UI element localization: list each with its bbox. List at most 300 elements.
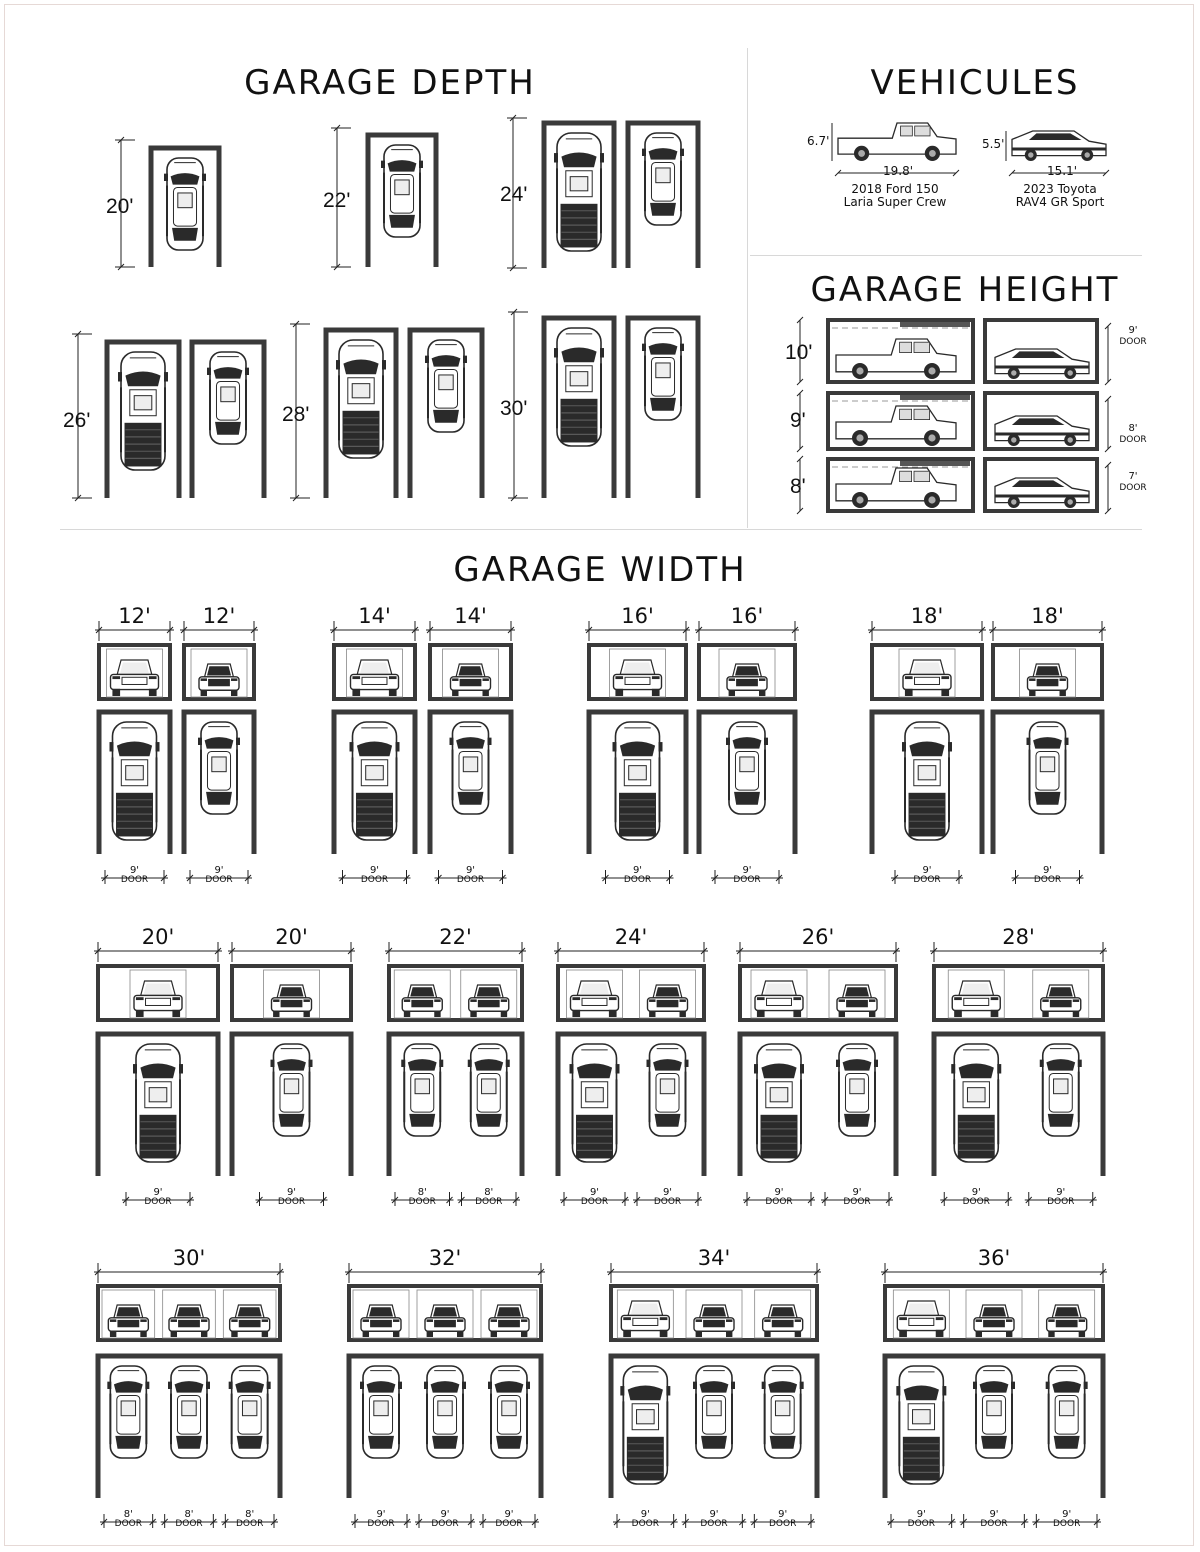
tire — [1073, 1011, 1079, 1017]
headlight — [149, 676, 157, 679]
headlight — [110, 1319, 116, 1322]
door-word: DOOR — [653, 1197, 682, 1207]
tire — [764, 1331, 770, 1337]
rim — [1068, 370, 1073, 375]
truck-top-view — [133, 1044, 183, 1162]
tire — [231, 690, 237, 696]
mirror — [554, 348, 558, 357]
headlight — [905, 676, 913, 679]
tire — [201, 690, 207, 696]
tire — [201, 1331, 207, 1337]
windshield — [495, 1381, 524, 1393]
headlight — [352, 676, 360, 679]
depth-label: 30' — [500, 397, 528, 420]
sunroof — [740, 757, 754, 772]
sunroof — [913, 1410, 931, 1424]
rim — [928, 496, 935, 503]
mirror — [133, 1064, 137, 1073]
mirror — [398, 1382, 402, 1389]
headlight — [389, 676, 397, 679]
windshield — [116, 1307, 140, 1316]
mirror — [463, 356, 467, 363]
mirror — [942, 1386, 946, 1395]
windshield — [1033, 737, 1062, 748]
mirror — [973, 1382, 977, 1389]
rear-window — [237, 1436, 263, 1449]
door-width-value: 9' — [129, 865, 140, 876]
windshield — [140, 1063, 175, 1078]
tire — [1042, 1011, 1048, 1017]
windshield — [628, 1385, 663, 1400]
mirror — [613, 742, 617, 751]
headlight — [759, 678, 765, 681]
door-width-value: 9' — [709, 1509, 719, 1520]
trim — [995, 366, 1089, 369]
sunroof — [221, 387, 235, 402]
mirror — [951, 1064, 955, 1073]
suv-front-view — [974, 1305, 1014, 1337]
rear-window — [458, 792, 484, 805]
windshield — [761, 1063, 796, 1078]
rear-window — [650, 398, 676, 411]
sunroof — [850, 1079, 864, 1094]
headlight — [954, 997, 962, 1000]
truck-bed — [903, 1437, 940, 1481]
mirror — [419, 161, 423, 168]
mirror — [425, 356, 429, 363]
truck-top-view — [350, 722, 400, 840]
headlight — [793, 997, 801, 1000]
grille — [460, 679, 481, 685]
headlight — [452, 678, 458, 681]
grille — [412, 1000, 433, 1006]
tire — [1048, 1331, 1054, 1337]
windshield — [765, 984, 794, 994]
door-width-value: 9' — [640, 1509, 650, 1520]
tire — [936, 1330, 944, 1337]
grille — [909, 1318, 934, 1325]
windshield — [408, 1059, 437, 1071]
width-label: 16' — [621, 604, 654, 628]
headlight — [936, 1317, 944, 1320]
mirror — [381, 161, 385, 168]
sunroof — [366, 766, 384, 780]
suv-top-view — [647, 1044, 689, 1136]
tire — [273, 1011, 279, 1017]
suv-length-dim: 15.1' — [1047, 164, 1078, 178]
rear-window — [409, 1114, 435, 1127]
truck-front-view — [903, 660, 951, 696]
truck-bed — [561, 204, 598, 248]
tire — [757, 1010, 765, 1017]
truck-side-view — [838, 123, 956, 161]
windshield — [980, 1381, 1009, 1393]
sunroof — [121, 1401, 135, 1416]
door-width-value: 9' — [376, 1509, 386, 1520]
door-word: DOOR — [768, 1519, 797, 1529]
sunroof — [987, 1401, 1001, 1416]
rear-window — [701, 1436, 727, 1449]
headlight — [136, 997, 144, 1000]
door-word: DOOR — [580, 1197, 609, 1207]
mirror — [468, 1060, 472, 1067]
rear-window — [215, 422, 241, 435]
suv-front-view — [837, 985, 877, 1017]
windshield — [580, 984, 609, 994]
door-width-value: 9' — [778, 1509, 788, 1520]
depth-label: 26' — [63, 409, 91, 432]
mirror — [754, 1064, 758, 1073]
mirror — [1078, 1060, 1082, 1067]
windshield — [843, 1059, 872, 1071]
grille — [1056, 1320, 1077, 1326]
truck-bed — [627, 1437, 664, 1481]
mirror — [164, 372, 168, 381]
door-word: DOOR — [114, 1519, 143, 1529]
windshield — [369, 1307, 393, 1316]
grille — [371, 1320, 392, 1326]
mirror — [620, 1386, 624, 1395]
truck-front-view — [897, 1301, 945, 1337]
door-width-value: 9' — [465, 865, 476, 876]
suv-top-view — [168, 1366, 210, 1458]
mirror — [245, 368, 249, 375]
window — [900, 409, 912, 419]
grille — [122, 677, 147, 684]
sunroof — [126, 766, 144, 780]
door-track — [900, 322, 970, 327]
windshield — [175, 1381, 204, 1393]
truck-bed — [125, 423, 162, 467]
width-label: 22' — [439, 925, 472, 949]
mirror — [118, 372, 122, 381]
suv-front-view — [425, 1305, 465, 1337]
mirror — [526, 1382, 530, 1389]
tire — [501, 1011, 507, 1017]
headlight — [623, 1317, 631, 1320]
windshield — [771, 1307, 795, 1316]
door-word: DOOR — [962, 1197, 990, 1207]
door-width-value: 9' — [504, 1509, 514, 1520]
headlight — [470, 999, 476, 1002]
tire — [839, 1011, 845, 1017]
mirror — [271, 1060, 275, 1067]
width-label: 36' — [977, 1246, 1011, 1270]
sunroof — [134, 396, 152, 410]
windshield — [982, 1307, 1006, 1316]
mirror — [800, 1382, 804, 1389]
mirror — [570, 1064, 574, 1073]
truck-top-view — [613, 722, 663, 840]
suv-top-view — [107, 1366, 149, 1458]
rim — [1028, 152, 1033, 157]
door-word: DOOR — [277, 1197, 306, 1207]
headlight — [434, 999, 440, 1002]
suv-front-view — [230, 1305, 270, 1337]
tire — [149, 689, 157, 696]
door-word: DOOR — [367, 1519, 395, 1529]
mirror — [800, 1064, 804, 1073]
mirror — [642, 344, 646, 351]
suv-top-view — [488, 1366, 530, 1458]
headlight — [172, 997, 180, 1000]
suv-height-dim: 5.5' — [982, 137, 1005, 151]
grille — [362, 677, 387, 684]
grille — [704, 1320, 725, 1326]
mirror — [382, 360, 386, 369]
mirror — [836, 1060, 840, 1067]
suv-top-view — [642, 328, 684, 420]
sunroof — [149, 1088, 167, 1102]
rear-window — [981, 1436, 1007, 1449]
height-label: 8' — [790, 475, 806, 498]
suv-top-view — [642, 133, 684, 225]
headlight — [1042, 999, 1048, 1002]
rear-window — [770, 1436, 796, 1449]
truck-bed — [561, 399, 598, 443]
rear-window — [433, 410, 459, 423]
truck-front-view — [621, 1301, 669, 1337]
mirror — [206, 1382, 210, 1389]
mirror — [1040, 1060, 1044, 1067]
headlight — [483, 678, 489, 681]
headlight — [171, 1319, 177, 1322]
door-word: DOOR — [913, 875, 941, 885]
headlight — [869, 999, 875, 1002]
width-label: 14' — [454, 604, 487, 628]
tire — [899, 1330, 907, 1337]
door-track — [900, 461, 970, 466]
sunroof — [656, 168, 670, 183]
headlight — [615, 676, 623, 679]
headlight — [201, 1319, 207, 1322]
door-height-value: 9' — [1128, 325, 1138, 336]
headlight — [1048, 1319, 1054, 1322]
tire — [110, 1331, 116, 1337]
width-label: 12' — [118, 604, 151, 628]
windshield — [431, 1381, 460, 1393]
suv-front-view — [648, 985, 688, 1017]
truck-bed — [761, 1115, 798, 1159]
headlight — [572, 997, 580, 1000]
tire — [171, 1331, 177, 1337]
tire — [793, 1010, 801, 1017]
headlight — [757, 997, 765, 1000]
windshield — [360, 663, 389, 673]
width-label: 28' — [1002, 925, 1035, 949]
tire — [680, 1011, 686, 1017]
tire — [726, 1331, 732, 1337]
tire — [1079, 1331, 1085, 1337]
door-width-value: 8' — [245, 1509, 255, 1520]
headlight — [262, 1319, 268, 1322]
door-word: DOOR — [631, 1519, 660, 1529]
windshield — [702, 1307, 726, 1316]
mirror — [462, 1382, 466, 1389]
mirror — [1011, 1382, 1015, 1389]
width-label: 32' — [428, 1246, 462, 1270]
vehicles-title: VEHICULES — [870, 63, 1080, 103]
grille — [118, 1320, 139, 1326]
trim — [1012, 148, 1106, 151]
mirror — [764, 738, 768, 745]
windshield — [171, 173, 200, 185]
windshield — [459, 666, 483, 675]
truck-bed — [619, 793, 656, 837]
height-label: 10' — [785, 341, 813, 364]
suv-top-view — [973, 1366, 1015, 1458]
grille — [146, 998, 171, 1005]
truck-top-view — [951, 1044, 1001, 1162]
mirror — [401, 1060, 405, 1067]
tire — [491, 1331, 497, 1337]
headlight — [1006, 1319, 1012, 1322]
grille — [209, 679, 230, 685]
rear-window — [496, 1436, 522, 1449]
windshield — [235, 1381, 264, 1393]
width-label: 18' — [910, 604, 944, 628]
headlight — [941, 676, 949, 679]
sunroof — [570, 177, 588, 191]
door-word: DOOR — [1047, 1197, 1075, 1207]
mirror — [693, 1382, 697, 1389]
door-width-value: 9' — [774, 1187, 784, 1198]
door-track — [900, 395, 970, 400]
suv-top-view — [207, 352, 249, 444]
windshield — [456, 737, 485, 748]
rear-window — [1048, 1114, 1074, 1127]
window — [901, 126, 913, 136]
windshield — [768, 1381, 797, 1393]
vehicle-model: RAV4 GR Sport — [1015, 195, 1105, 209]
tire — [1029, 690, 1035, 696]
door-width-value: 9' — [742, 865, 752, 876]
tire — [404, 1011, 410, 1017]
headlight — [521, 1319, 527, 1322]
windshield — [649, 343, 678, 355]
windshield — [177, 1307, 201, 1316]
window — [900, 471, 912, 481]
tire — [649, 1011, 655, 1017]
mirror — [488, 1382, 492, 1389]
depth-label: 28' — [282, 403, 310, 426]
windshield — [432, 355, 461, 367]
mirror — [198, 738, 202, 745]
tire — [1006, 1331, 1012, 1337]
mirror — [616, 1064, 620, 1073]
windshield — [388, 160, 417, 172]
rim — [1068, 499, 1073, 504]
sunroof — [918, 766, 936, 780]
suv-top-view — [1046, 1366, 1088, 1458]
width-label: 16' — [730, 604, 764, 628]
truck-top-view — [336, 340, 386, 458]
sunroof — [586, 1088, 604, 1102]
width-label: 34' — [697, 1246, 731, 1270]
windshield — [117, 741, 152, 756]
headlight — [764, 1319, 770, 1322]
suv-front-view — [451, 664, 491, 696]
headlight — [231, 1319, 237, 1322]
suv-front-view — [727, 664, 767, 696]
window — [900, 342, 912, 352]
headlight — [1073, 999, 1079, 1002]
garage-depth-title: GARAGE DEPTH — [244, 63, 536, 103]
window — [914, 342, 930, 352]
rim — [929, 150, 936, 157]
truck-top-view — [896, 1366, 946, 1484]
windshield — [144, 984, 173, 994]
truck-front-view — [952, 981, 1000, 1017]
headlight — [680, 999, 686, 1002]
mirror — [164, 174, 168, 181]
truck-bed — [343, 411, 380, 455]
headlight — [1029, 678, 1035, 681]
sunroof — [1054, 1079, 1068, 1094]
headlight — [1079, 1319, 1085, 1322]
grille — [1050, 1000, 1071, 1006]
windshield — [733, 737, 762, 748]
mirror — [506, 1060, 510, 1067]
rim — [856, 496, 863, 503]
mirror — [202, 174, 206, 181]
grille — [657, 1000, 678, 1006]
door-width-value: 9' — [632, 865, 643, 876]
rim — [856, 367, 863, 374]
door-word: DOOR — [1033, 875, 1062, 885]
windshield — [477, 987, 501, 996]
windshield — [909, 741, 944, 756]
mirror — [902, 742, 906, 751]
suv-front-view — [1028, 664, 1068, 696]
door-word: DOOR — [765, 1197, 793, 1207]
rear-window — [172, 228, 198, 241]
windshield — [1046, 1059, 1075, 1071]
sunroof — [1040, 757, 1054, 772]
windshield — [357, 741, 392, 756]
truck-bed — [116, 793, 153, 837]
tire — [1060, 690, 1066, 696]
window — [914, 471, 930, 481]
rear-window — [1035, 792, 1061, 805]
windshield — [497, 1307, 521, 1316]
height-label: 9' — [790, 409, 806, 432]
depth-label: 24' — [500, 183, 528, 206]
truck-bed — [958, 1115, 995, 1159]
door-word: DOOR — [733, 875, 761, 885]
mirror — [896, 1386, 900, 1395]
door-width-value: 9' — [440, 1509, 450, 1520]
mirror — [488, 738, 492, 745]
truck-top-view — [902, 722, 952, 840]
door-word: DOOR — [456, 875, 485, 885]
rim — [928, 434, 935, 441]
windshield — [561, 152, 596, 167]
windshield — [653, 1059, 682, 1071]
tire — [905, 689, 913, 696]
headlight — [1060, 678, 1066, 681]
suv-front-view — [272, 985, 312, 1017]
rim — [1011, 499, 1016, 504]
headlight — [660, 1317, 668, 1320]
mirror — [762, 1382, 766, 1389]
windshield — [1049, 987, 1073, 996]
suv-front-view — [361, 1305, 401, 1337]
suv-front-view — [1041, 985, 1081, 1017]
door-word: DOOR — [235, 1519, 264, 1529]
door-word: DOOR — [205, 875, 233, 885]
mirror — [948, 742, 952, 751]
